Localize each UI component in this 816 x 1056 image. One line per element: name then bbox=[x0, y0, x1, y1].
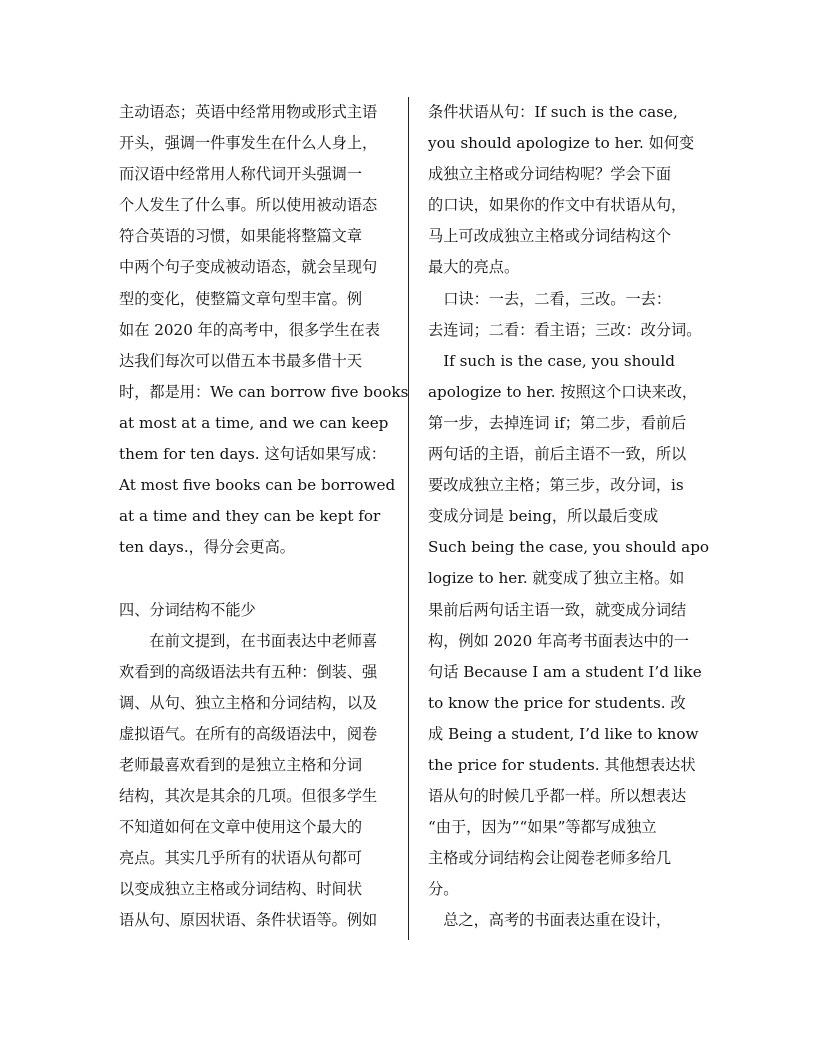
text-line: 果前后两句话主语一致，就变成分词结 bbox=[428, 600, 687, 619]
text-line: 开头，强调一件事发生在什么人身上， bbox=[119, 134, 378, 153]
text-line: ten days.，得分会更高。 bbox=[119, 538, 295, 557]
text-line: 型的变化，使整篇文章句型丰富。例 bbox=[119, 289, 362, 308]
text-line: 成 Being a student, I’d like to know bbox=[428, 724, 699, 743]
text-line: 要改成独立主格；第三步，改分词，is bbox=[428, 476, 684, 495]
text-line: to know the price for students. 改 bbox=[428, 693, 686, 712]
text-line: 主动语态；英语中经常用物或形式主语 bbox=[119, 103, 378, 121]
text-line: 虚拟语气。在所有的高级语法中，阅卷 bbox=[119, 724, 378, 743]
text-line: them for ten days. 这句话如果写成： bbox=[119, 445, 386, 464]
left-column bbox=[119, 97, 411, 937]
text-line: 语从句、原因状语、条件状语等。例如 bbox=[119, 911, 378, 930]
text-line: 的口诀，如果你的作文中有状语从句， bbox=[428, 196, 687, 215]
text-line: 个人发生了什么事。所以使用被动语态 bbox=[119, 196, 378, 215]
text-line: 结构，其次是其余的几项。但很多学生 bbox=[119, 787, 378, 806]
text-line: 构，例如 2020 年高考书面表达中的一 bbox=[428, 631, 689, 650]
text-line: 在前文提到，在书面表达中老师喜 bbox=[119, 631, 378, 650]
text-line: 第一步，去掉连词 if；第二步，看前后 bbox=[428, 413, 687, 432]
text-line: at a time and they can be kept for bbox=[119, 507, 381, 526]
text-line: 亮点。其实几乎所有的状语从句都可 bbox=[119, 849, 362, 868]
text-line: 不知道如何在文章中使用这个最大的 bbox=[119, 818, 362, 837]
text-line: 而汉语中经常用人称代词开头强调一 bbox=[119, 165, 362, 184]
text-line: 语从句的时候几乎都一样。所以想表达 bbox=[428, 787, 687, 806]
text-line: 条件状语从句：If such is the case, bbox=[428, 103, 678, 121]
text-line: 中两个句子变成被动语态，就会呈现句 bbox=[119, 258, 378, 277]
text-line: Such being the case, you should apo bbox=[428, 538, 710, 557]
text-line: 以变成独立主格或分词结构、时间状 bbox=[119, 880, 362, 899]
text-line: 符合英语的习惯，如果能将整篇文章 bbox=[119, 227, 362, 246]
text-line: “由于，因为”“如果”等都写成独立 bbox=[428, 818, 657, 837]
text-line bbox=[119, 563, 411, 594]
text-line: 达我们每次可以借五本书最多借十天 bbox=[119, 351, 362, 370]
text-line: 两句话的主语，前后主语不一致，所以 bbox=[428, 445, 687, 464]
text-line: apologize to her. 按照这个口诀来改， bbox=[428, 382, 698, 401]
text-line: 去连词；二看：看主语；三改：改分词。 bbox=[428, 320, 702, 339]
text-line: 句话 Because I am a student I’d like bbox=[428, 662, 702, 681]
text-line: at most at a time, and we can keep bbox=[119, 413, 389, 432]
text-line: 成独立主格或分词结构呢？学会下面 bbox=[428, 165, 671, 184]
text-line: 四、分词结构不能少 bbox=[119, 600, 256, 619]
text-line: 时，都是用：We can borrow five books bbox=[119, 382, 409, 401]
column-divider bbox=[408, 97, 409, 940]
text-line: you should apologize to her. 如何变 bbox=[428, 134, 695, 153]
text-line: 老师最喜欢看到的是独立主格和分词 bbox=[119, 755, 362, 774]
text-line: At most five books can be borrowed bbox=[119, 476, 396, 495]
text-line: 总之，高考的书面表达重在设计， bbox=[428, 911, 671, 930]
right-column bbox=[428, 97, 728, 937]
text-line: If such is the case, you should bbox=[428, 351, 675, 370]
text-line: 分。 bbox=[428, 880, 459, 899]
text-line: 如在 2020 年的高考中，很多学生在表 bbox=[119, 320, 380, 339]
text-line: 最大的亮点。 bbox=[428, 258, 520, 277]
text-line: 变成分词是 being，所以最后变成 bbox=[428, 507, 659, 526]
text-line: 欢看到的高级语法共有五种：倒装、强 bbox=[119, 662, 378, 681]
text-line: 调、从句、独立主格和分词结构，以及 bbox=[119, 693, 378, 712]
text-line: 主格或分词结构会让阅卷老师多给几 bbox=[428, 849, 671, 868]
text-line: 马上可改成独立主格或分词结构这个 bbox=[428, 227, 671, 246]
text-line: 口诀：一去，二看，三改。一去： bbox=[428, 289, 671, 308]
text-line: logize to her. 就变成了独立主格。如 bbox=[428, 569, 685, 588]
text-line: the price for students. 其他想表达状 bbox=[428, 755, 696, 774]
